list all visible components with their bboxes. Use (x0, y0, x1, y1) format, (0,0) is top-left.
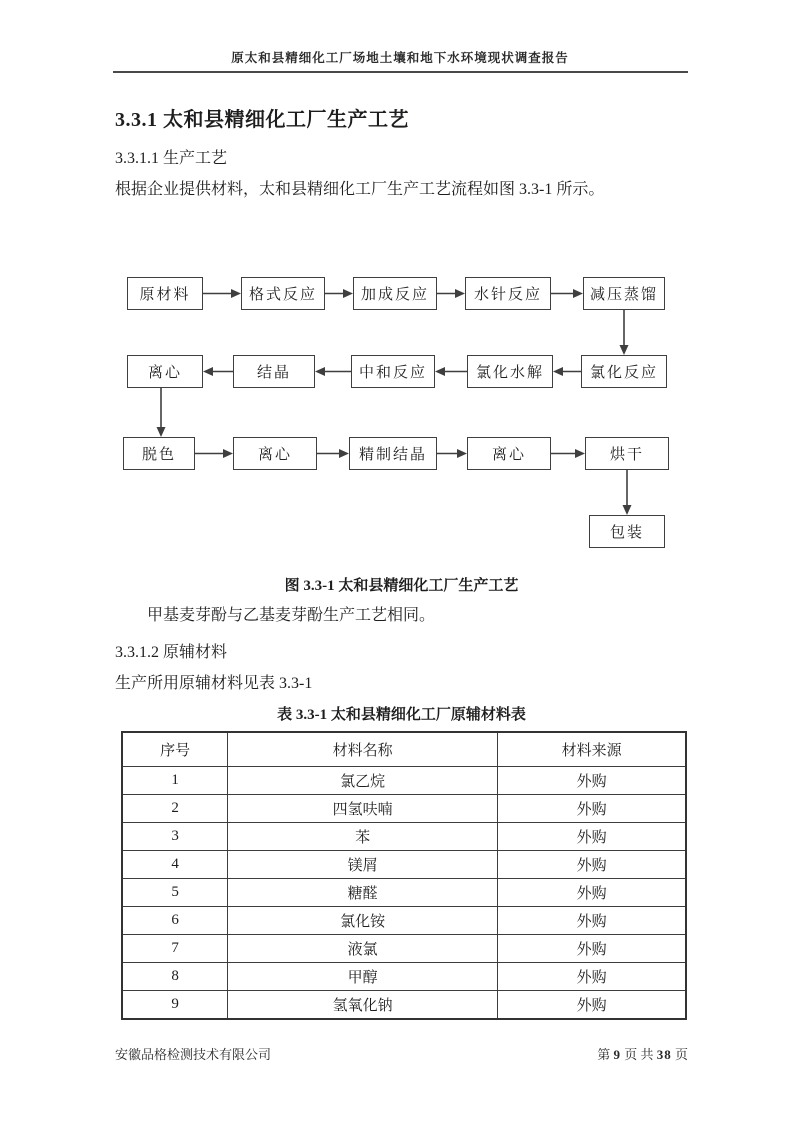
page-content (115, 107, 688, 1020)
flow-box-decolorization: 脱色 (123, 437, 195, 470)
footer-page-prefix: 第 (597, 1047, 611, 1062)
flow-box-packaging: 包装 (589, 515, 665, 548)
flow-box-chlorination-reaction: 氯化反应 (581, 355, 667, 388)
subsection-heading-3312: 3.3.1.2 原辅材料 (115, 644, 228, 661)
flow-box-raw-material: 原材料 (127, 277, 203, 310)
table-row (122, 991, 686, 1020)
footer-page-indicator (597, 1044, 688, 1063)
cell-material: 甲醇 (228, 963, 498, 991)
cell-source: 外购 (498, 795, 686, 823)
cell-material: 四氢呋喃 (228, 795, 498, 823)
cell-serial: 2 (122, 795, 228, 823)
flow-box-chlorination-hydrolysis: 氯化水解 (467, 355, 553, 388)
table-row (122, 907, 686, 935)
page-header-title: 原太和县精细化工厂场地土壤和地下水环境现状调查报告 (231, 51, 569, 65)
table-row (122, 795, 686, 823)
table-row (122, 879, 686, 907)
cell-serial: 3 (122, 823, 228, 851)
table-caption: 表 3.3-1 太和县精细化工厂原辅材料表 (277, 707, 526, 723)
flow-box-drying: 烘干 (585, 437, 669, 470)
cell-serial: 9 (122, 991, 228, 1020)
footer-page-total: 38 (656, 1047, 672, 1062)
cell-source: 外购 (498, 823, 686, 851)
cell-material: 苯 (228, 823, 498, 851)
footer-company: 安徽品格检测技术有限公司 (115, 1047, 272, 1062)
table-row (122, 935, 686, 963)
page-footer (115, 1044, 688, 1063)
cell-source: 外购 (498, 767, 686, 795)
flow-box-centrifuge-2: 离心 (233, 437, 317, 470)
flow-box-neutralization: 中和反应 (351, 355, 435, 388)
flow-box-addition-reaction: 加成反应 (353, 277, 437, 310)
footer-page-mid: 页 共 (624, 1047, 654, 1062)
cell-material: 氯乙烷 (228, 767, 498, 795)
cell-material: 液氯 (228, 935, 498, 963)
cell-material: 氢氧化钠 (228, 991, 498, 1020)
col-header-material: 材料名称 (228, 732, 498, 767)
flow-box-vacuum-distillation: 减压蒸馏 (583, 277, 665, 310)
paragraph-materials-intro: 生产所用原辅材料见表 3.3-1 (115, 675, 313, 692)
flow-box-water-needle-reaction: 水针反应 (465, 277, 551, 310)
cell-source: 外购 (498, 879, 686, 907)
cell-serial: 6 (122, 907, 228, 935)
flow-box-centrifuge-1: 离心 (127, 355, 203, 388)
cell-serial: 1 (122, 767, 228, 795)
process-flowchart (115, 269, 690, 559)
flow-box-grignard-reaction: 格式反应 (241, 277, 325, 310)
table-row (122, 963, 686, 991)
footer-page-number: 9 (613, 1047, 621, 1062)
paragraph-process-intro: 根据企业提供材料，太和县精细化工厂生产工艺流程如图 3.3-1 所示。 (115, 181, 605, 198)
cell-source: 外购 (498, 907, 686, 935)
table-row (122, 767, 686, 795)
paragraph-maltol-note: 甲基麦芽酚与乙基麦芽酚生产工艺相同。 (147, 607, 436, 624)
raw-materials-table (121, 731, 687, 1020)
subsection-heading-3311: 3.3.1.1 生产工艺 (115, 150, 228, 167)
flow-box-refined-crystallization: 精制结晶 (349, 437, 437, 470)
section-heading-331: 3.3.1 太和县精细化工厂生产工艺 (115, 109, 409, 131)
cell-serial: 7 (122, 935, 228, 963)
cell-material: 氯化铵 (228, 907, 498, 935)
col-header-serial: 序号 (122, 732, 228, 767)
cell-material: 糖醛 (228, 879, 498, 907)
col-header-source: 材料来源 (498, 732, 686, 767)
flow-box-crystallization: 结晶 (233, 355, 315, 388)
cell-source: 外购 (498, 963, 686, 991)
cell-serial: 4 (122, 851, 228, 879)
flow-box-centrifuge-3: 离心 (467, 437, 551, 470)
cell-serial: 5 (122, 879, 228, 907)
cell-material: 镁屑 (228, 851, 498, 879)
table-row (122, 851, 686, 879)
cell-serial: 8 (122, 963, 228, 991)
header-rule (113, 71, 688, 73)
cell-source: 外购 (498, 991, 686, 1020)
figure-caption: 图 3.3-1 太和县精细化工厂生产工艺 (284, 578, 519, 594)
footer-page-suffix: 页 (674, 1047, 688, 1062)
cell-source: 外购 (498, 935, 686, 963)
cell-source: 外购 (498, 851, 686, 879)
table-header-row (122, 732, 686, 767)
table-row (122, 823, 686, 851)
